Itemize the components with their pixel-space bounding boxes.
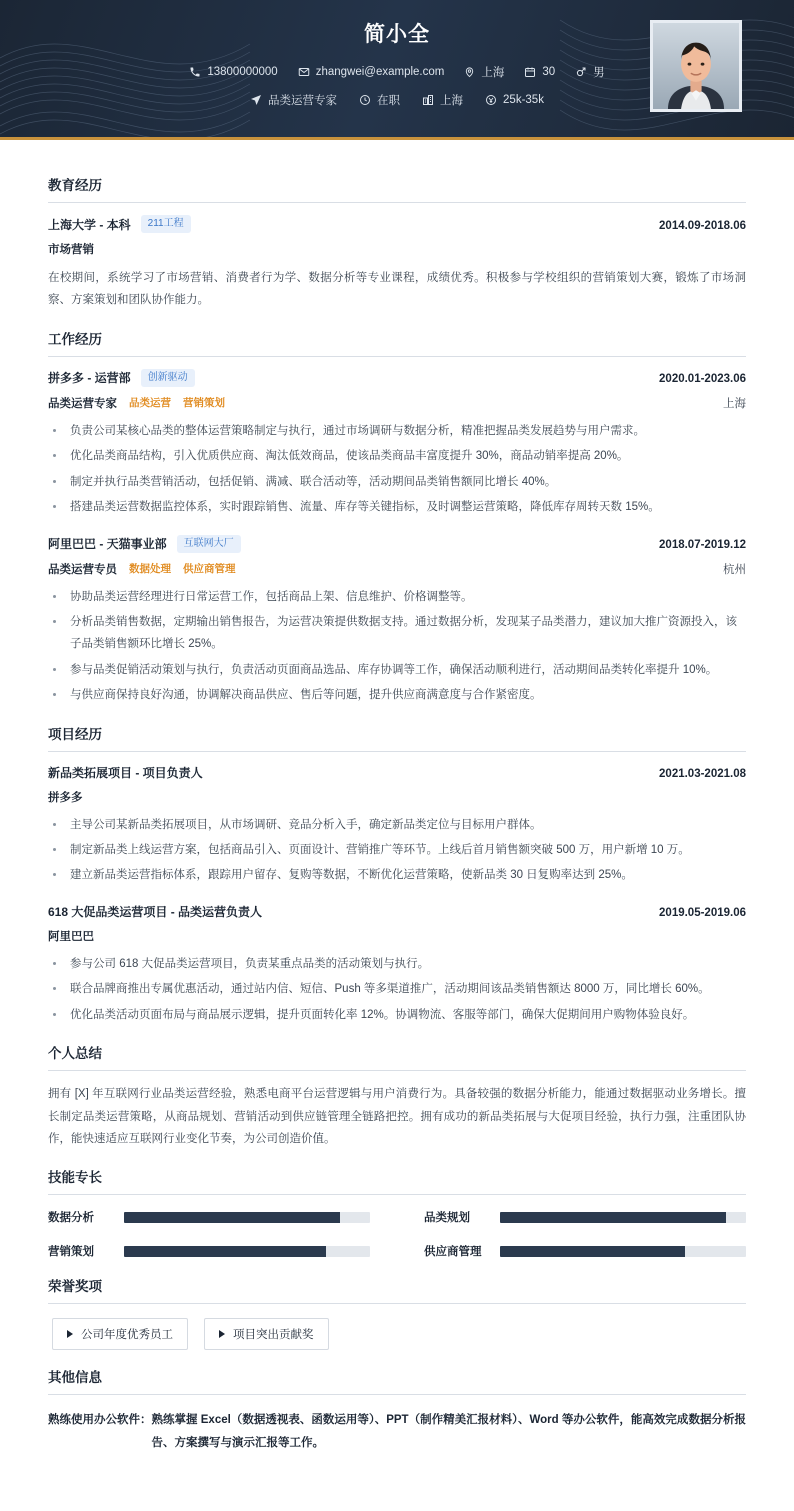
skill-progress-fill — [500, 1246, 685, 1257]
work-entry — [48, 535, 746, 707]
work-skill-tag: 品类运营 — [129, 397, 171, 410]
section-awards — [48, 1275, 746, 1350]
project-entry — [48, 903, 746, 1026]
skill-label: 数据分析 — [48, 1212, 94, 1225]
attribute-salary-text: 25k-35k — [503, 94, 544, 106]
section-title-skills: 技能专长 — [48, 1166, 746, 1195]
work-company-name: 阿里巴巴 - 天猫事业部 — [48, 537, 167, 552]
work-bullet: • 负责公司某核心品类的整体运营策略制定与执行，通过市场调研与数据分析，精准把握品类发展趋势与用户需求。 — [66, 420, 746, 442]
skill-row — [424, 1209, 746, 1225]
work-company-name: 拼多多 - 运营部 — [48, 371, 131, 386]
work-tag: 互联网大厂 — [177, 535, 241, 553]
skill-row — [48, 1243, 370, 1259]
project-entry-head — [48, 764, 746, 781]
other-label: 熟练使用办公软件： — [48, 1414, 152, 1427]
work-entry-head — [48, 369, 746, 387]
work-entry — [48, 369, 746, 519]
section-title-education: 教育经历 — [48, 174, 746, 203]
section-education — [48, 174, 746, 312]
attribute-status-text: 在职 — [377, 95, 401, 107]
section-other — [48, 1366, 746, 1454]
work-date: 2018.07-2019.12 — [659, 539, 746, 552]
contact-phone-text: 13800000000 — [207, 66, 278, 78]
work-bullet: • 参与品类促销活动策划与执行，负责活动页面商品选品、库存协调等工作，确保活动顺利进行，活动期间品类转化率提升 10%。 — [66, 659, 746, 681]
avatar-photo — [653, 23, 739, 109]
play-triangle-icon — [67, 1330, 73, 1338]
attribute-city — [422, 92, 463, 108]
work-skill-tag: 数据处理 — [129, 563, 171, 576]
skill-progress-bar — [500, 1212, 746, 1223]
work-bullet: • 制定并执行品类营销活动，包括促销、满减、联合活动等，活动期间品类销售额同比增长 40%。 — [66, 471, 746, 493]
summary-text: 拥有 [X] 年互联网行业品类运营经验，熟悉电商平台运营逻辑与用户消费行为。具备较强的数据分析能力，能通过数据驱动业务增长。擅长制定品类运营策略，从商品规划、营销活动到供应链管理全链路把控。拥有成功的新品类拓展与大促项目经验，执行力强，注重团队协作，能快速适应互联网行业变化节奏，为公司创造价值。 — [48, 1088, 746, 1146]
work-tag: 创新驱动 — [141, 369, 195, 387]
city-icon — [422, 94, 434, 106]
project-bullet: • 主导公司某新品类拓展项目，从市场调研、竞品分析入手，确定新品类定位与目标用户群体。 — [66, 814, 746, 836]
contact-row — [40, 64, 754, 80]
project-bullet: • 优化品类活动页面布局与商品展示逻辑，提升页面转化率 12%。协调物流、客服等部门，确保大促期间用户购物体验良好。 — [66, 1004, 746, 1026]
work-location: 上海 — [723, 397, 746, 410]
project-entry-head — [48, 903, 746, 920]
section-summary — [48, 1042, 746, 1150]
project-bullets — [48, 814, 746, 887]
education-entry-head — [48, 215, 746, 233]
section-title-other: 其他信息 — [48, 1366, 746, 1395]
location-icon — [464, 66, 475, 78]
project-entry — [48, 764, 746, 887]
work-company — [48, 369, 195, 387]
skill-progress-fill — [124, 1212, 340, 1223]
avatar — [650, 20, 742, 112]
education-tag: 211工程 — [141, 215, 191, 233]
work-company — [48, 535, 241, 553]
work-bullet: • 搭建品类运营数据监控体系，实时跟踪销售、流量、库存等关键指标，及时调整运营策略，降低库存周转天数 15%。 — [66, 496, 746, 518]
work-subline — [48, 561, 746, 577]
position-icon — [250, 94, 262, 106]
page-title: 简小全 — [364, 23, 430, 46]
attribute-status — [359, 92, 400, 108]
project-org: 拼多多 — [48, 791, 83, 804]
section-projects — [48, 723, 746, 1027]
project-bullet: • 联合品牌商推出专属优惠活动，通过站内信、短信、Push 等多渠道推广，活动期间该品类销售额达 8000 万，同比增长 60%。 — [66, 978, 746, 1000]
work-bullets — [48, 420, 746, 519]
project-bullets — [48, 953, 746, 1026]
mail-icon — [298, 66, 310, 78]
status-icon — [359, 94, 371, 106]
work-entry-head — [48, 535, 746, 553]
project-date: 2021.03-2021.08 — [659, 767, 746, 780]
gender-icon — [575, 66, 587, 78]
skill-label: 品类规划 — [424, 1212, 470, 1225]
skill-progress-bar — [124, 1246, 370, 1257]
work-bullet: • 与供应商保持良好沟通，协调解决商品供应、售后等问题，提升供应商满意度与合作紧密度。 — [66, 684, 746, 706]
section-title-projects: 项目经历 — [48, 723, 746, 752]
work-subline — [48, 395, 746, 411]
section-skills — [48, 1166, 746, 1259]
skill-row — [48, 1209, 370, 1225]
skills-grid — [48, 1209, 746, 1259]
education-school — [48, 215, 191, 233]
award-label: 项目突出贡献奖 — [233, 1329, 314, 1342]
project-title: 618 大促品类运营项目 - 品类运营负责人 — [48, 904, 263, 919]
award-label: 公司年度优秀员工 — [81, 1329, 173, 1342]
project-org: 阿里巴巴 — [48, 930, 94, 943]
skill-label: 供应商管理 — [424, 1246, 482, 1259]
work-role-group — [48, 561, 236, 577]
phone-icon — [189, 66, 201, 78]
section-title-summary: 个人总结 — [48, 1042, 746, 1071]
project-date: 2019.05-2019.06 — [659, 906, 746, 919]
skill-progress-bar — [500, 1246, 746, 1257]
skill-progress-fill — [124, 1246, 326, 1257]
award-item[interactable] — [204, 1318, 329, 1350]
awards-list — [48, 1318, 746, 1350]
contact-gender — [575, 64, 605, 80]
project-bullet: • 参与公司 618 大促品类运营项目，负责某重点品类的活动策划与执行。 — [66, 953, 746, 975]
resume-body — [0, 140, 794, 1480]
attribute-row — [40, 92, 754, 108]
resume-header — [0, 0, 794, 140]
contact-location — [464, 64, 504, 80]
project-title: 新品类拓展项目 - 项目负责人 — [48, 765, 203, 780]
attribute-city-text: 上海 — [440, 95, 464, 107]
work-role-group — [48, 395, 225, 411]
education-description: 在校期间，系统学习了市场营销、消费者行为学、数据分析等专业课程，成绩优秀。积极参与学校组织的营销策划大赛，锻炼了市场洞察、方案策划和团队协作能力。 — [48, 272, 746, 307]
attribute-salary — [485, 94, 544, 106]
education-school-name: 上海大学 - 本科 — [48, 217, 131, 232]
other-row — [48, 1409, 746, 1454]
contact-phone — [189, 66, 277, 78]
salary-icon — [485, 94, 497, 106]
contact-email — [298, 66, 445, 78]
project-bullet: • 建立新品类运营指标体系，跟踪用户留存、复购等数据，不断优化运营策略，使新品类 30 日复购率达到 25%。 — [66, 864, 746, 886]
contact-age-text: 30 — [542, 66, 556, 78]
award-item[interactable] — [52, 1318, 188, 1350]
contact-age — [524, 66, 555, 78]
attribute-position — [250, 92, 337, 108]
work-bullets — [48, 586, 746, 707]
section-title-awards: 荣誉奖项 — [48, 1275, 746, 1304]
section-work — [48, 328, 746, 707]
work-bullet: • 分析品类销售数据，定期输出销售报告，为运营决策提供数据支持。通过数据分析，发现某子品类潜力，建议加大推广资源投入，该子品类销售额环比增长 25%。 — [66, 611, 746, 656]
work-date: 2020.01-2023.06 — [659, 373, 746, 386]
education-entry — [48, 215, 746, 312]
contact-email-text: zhangwei@example.com — [315, 66, 445, 78]
education-date: 2014.09-2018.06 — [659, 219, 746, 232]
work-role: 品类运营专家 — [48, 397, 117, 410]
section-title-work: 工作经历 — [48, 328, 746, 357]
contact-gender-text: 男 — [593, 67, 605, 79]
project-bullet: • 制定新品类上线运营方案，包括商品引入、页面设计、营销推广等环节。上线后首月销售额突破 500 万，用户新增 10 万。 — [66, 839, 746, 861]
attribute-position-text: 品类运营专家 — [268, 95, 338, 107]
work-bullet: • 协助品类运营经理进行日常运营工作，包括商品上架、信息维护、价格调整等。 — [66, 586, 746, 608]
other-text: 熟练掌握 Excel（数据透视表、函数运用等）、PPT（制作精美汇报材料）、Word 等办公软件，能高效完成数据分析报告、方案撰写与演示汇报等工作。 — [151, 1414, 746, 1449]
play-triangle-icon — [219, 1330, 225, 1338]
skill-row — [424, 1243, 746, 1259]
skill-progress-fill — [500, 1212, 726, 1223]
work-location: 杭州 — [723, 563, 746, 576]
skill-progress-bar — [124, 1212, 370, 1223]
age-icon — [524, 66, 536, 78]
work-skill-tag: 营销策划 — [183, 397, 225, 410]
skill-label: 营销策划 — [48, 1246, 94, 1259]
work-role: 品类运营专员 — [48, 563, 117, 576]
contact-location-text: 上海 — [481, 67, 505, 79]
education-major: 市场营销 — [48, 244, 94, 256]
work-bullet: • 优化品类商品结构，引入优质供应商、淘汰低效商品，使该品类商品丰富度提升 30%，商品动销率提高 20%。 — [66, 445, 746, 467]
work-skill-tag: 供应商管理 — [183, 563, 236, 576]
